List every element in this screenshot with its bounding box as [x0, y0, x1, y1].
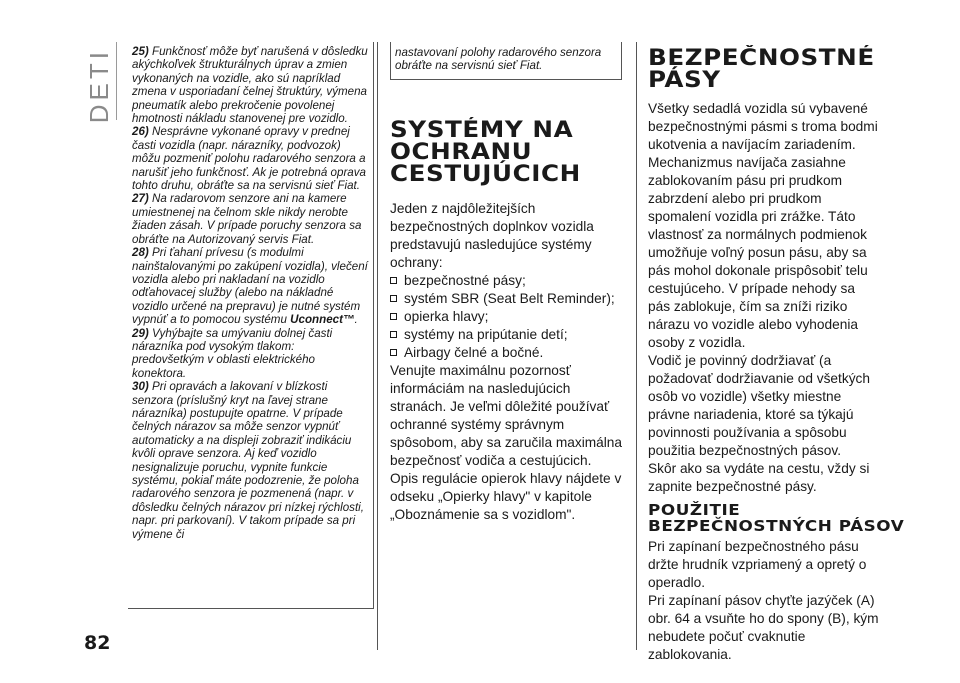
paragraph: Skôr ako sa vydáte na cestu, vždy si zapnite bezpečnostné pásy.	[648, 461, 870, 494]
list-item: bezpečnostné pásy;	[390, 272, 626, 290]
notes-box	[128, 42, 374, 609]
paragraph: Mechanizmus navíjača zasiahne zablokovaním pásu pri prudkom zabrzdení alebo pri prudkom spomalení vozidla pri zrážke. Táto vlastnosť za normálnych podmienok umožňuje voľný posun pásu, aby sa pás mohol dokonale prispôsobiť telu cestujúceho. V prípade nehody sa pás zablokuje, čím sa zníži riziko nárazu vo vozidle alebo vyhodenia osoby z vozidla.	[648, 155, 868, 350]
section-heading: BEZPEČNOSTNÉ PÁSY	[648, 46, 875, 93]
page-number: 82	[84, 632, 111, 654]
paragraph: Venujte maximálnu pozornosť informáciám na nasledujúcich stranách. Je veľmi dôležité používať ochranné systémy správnym spôsobom, aby sa zaručila maximálna bezpečnosť vodiča a cestujúcich.	[390, 362, 623, 468]
chapter-tab-divider	[116, 42, 117, 120]
intro-paragraph: Jeden z najdôležitejších bezpečnostných doplnkov vozidla predstavujú nasledujúce systémy ochrany:	[390, 200, 594, 270]
chapter-tab: DETI	[84, 48, 114, 124]
list-item: systém SBR (Seat Belt Reminder);	[390, 290, 626, 308]
notes-list	[128, 42, 373, 541]
note-item: 26) Nesprávne vykonané opravy v prednej časti vozidla (napr. nárazníky, podvozok) môžu pozmeniť polohu radarového senzora a narušiť jeho funkčnosť. Ak je potrebná oprava tohto druhu, obráťte sa na servisnú sieť Fiat.	[132, 125, 366, 193]
note-item: 28) Pri ťahaní prívesu (s modulmi nainštalovanými po zakúpení vozidla), vlečení vozidla alebo pri nakladaní na vozidlo odťahovacej služby (alebo na nákladné vozidlo určené na prepravu) je nutné systém vypnúť a to pomocou systému Uconnect™.	[132, 246, 368, 327]
column-occupant-protection	[390, 42, 626, 524]
paragraph: Pri zapínaní pásov chyťte jazýček (A) obr. 64 a vsuňte ho do spony (B), kým nebudete počuť cvaknutie zablokovania.	[648, 593, 879, 662]
subsection-heading: POUŽITIE BEZPEČNOSTNÝCH PÁSOV	[648, 501, 905, 535]
column-divider	[636, 42, 637, 650]
column-divider	[377, 42, 378, 650]
note-item: 25) Funkčnosť môže byť narušená v dôsledku akýchkoľvek štrukturálnych úprav a zmien vykonaných na vozidle, ako sú napríklad zmena v usporiadaní čelnej štruktúry, výmena pneumatík alebo prekročenie povolenej hmotnosti nákladu stanovenej pre vozidlo.	[132, 45, 368, 126]
list-item: systémy na pripútanie detí;	[390, 326, 626, 344]
column-seat-belts	[648, 46, 905, 664]
protection-systems-list	[390, 272, 626, 362]
note-item: 30) Pri opravách a lakovaní v blízkosti senzora (príslušný kryt na ľavej strane nárazníka) postupujte opatrne. V prípade čelných nárazov sa môže senzor vypnúť automaticky a na displeji zobraziť indikáciu kvôli oprave senzora. Aj keď vozidlo nesignalizuje poruchu, vypnite funkcie systému, pokiaľ máte podozrenie, že poloha radarového senzora je pozmenená (napr. v dôsledku čelných nárazov pri nízkej rýchlosti, napr. pri parkovaní). V takom prípade sa pri výmene či	[132, 380, 364, 541]
paragraph: Všetky sedadlá vozidla sú vybavené bezpečnostnými pásmi s troma bodmi ukotvenia a navíjacím zariadením.	[648, 101, 878, 152]
paragraph: Vodič je povinný dodržiavať (a požadovať dodržiavanie od všetkých osôb vo vozidle) všetky miestne právne nariadenia, ktoré sa týkajú povinnosti používania a spôsobu použitia bezpečnostných pásov.	[648, 353, 870, 458]
paragraph: Pri zapínaní bezpečnostného pásu držte hrudník vzpriamený a opretý o operadlo.	[648, 539, 867, 590]
paragraph: Opis regulácie opierok hlavy nájdete v odseku „Opierky hlavy" v kapitole „Oboznámenie sa s vozidlom".	[390, 470, 622, 522]
note-continuation-box: nastavovaní polohy radarového senzora obráťte na servisnú sieť Fiat.	[390, 42, 622, 80]
note-item: 27) Na radarovom senzore ani na kamere umiestnenej na čelnom skle nikdy nerobte žiaden zásah. V prípade poruchy senzora sa obráťte na Autorizovaný servis Fiat.	[132, 192, 362, 246]
section-heading: SYSTÉMY NA OCHRANU CESTUJÚCICH	[390, 117, 581, 187]
list-item: Airbagy čelné a bočné.	[390, 344, 626, 362]
note-item: 29) Vyhýbajte sa umývaniu dolnej časti nárazníka pod vysokým tlakom: predovšetkým v oblasti elektrického konektora.	[132, 326, 333, 380]
list-item: opierka hlavy;	[390, 308, 626, 326]
